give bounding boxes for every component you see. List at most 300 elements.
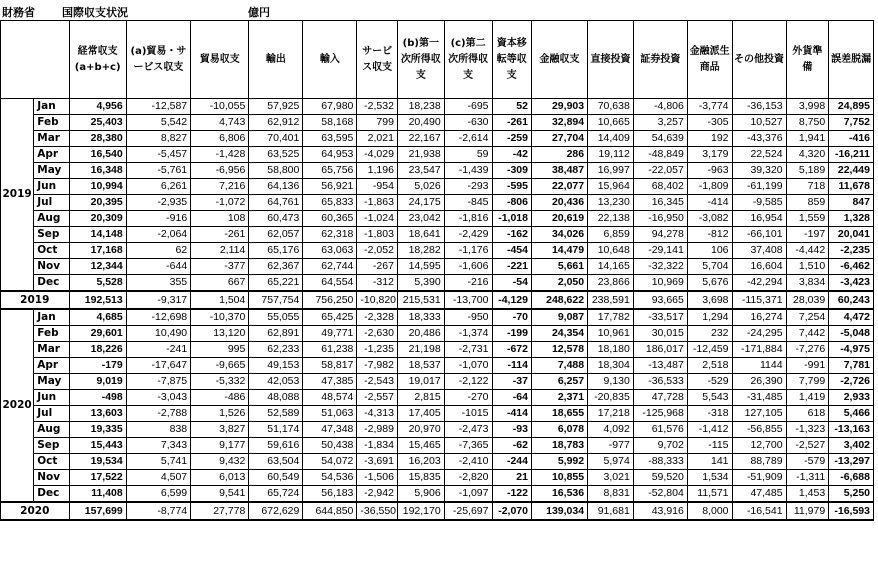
table-cell: 14,165 — [588, 259, 634, 275]
table-cell: -579 — [786, 454, 829, 470]
table-cell: -162 — [492, 227, 531, 243]
total-cell: -8,774 — [126, 502, 190, 520]
table-cell: -1,606 — [444, 259, 492, 275]
table-cell: 65,756 — [303, 163, 357, 179]
table-cell: -812 — [687, 227, 732, 243]
table-cell: 63,063 — [303, 243, 357, 259]
table-cell: -1,428 — [191, 147, 249, 163]
table-cell: 62,744 — [303, 259, 357, 275]
total-year-label: 2019 — [1, 291, 70, 309]
table-row — [1, 422, 874, 438]
table-row — [1, 211, 874, 227]
table-cell: -261 — [191, 227, 249, 243]
table-cell: -1,311 — [786, 470, 829, 486]
table-cell: 49,771 — [303, 326, 357, 342]
table-cell: 65,176 — [249, 243, 303, 259]
table-row — [1, 309, 874, 326]
table-cell: 48,088 — [249, 390, 303, 406]
table-cell: 9,177 — [191, 438, 249, 454]
table-cell: -4,806 — [633, 99, 687, 115]
table-cell: -1,323 — [786, 422, 829, 438]
table-cell: -806 — [492, 195, 531, 211]
ministry-label: 財務省 — [2, 6, 35, 19]
table-cell: 6,599 — [126, 486, 190, 503]
table-cell: 718 — [786, 179, 829, 195]
table-cell: 15,964 — [588, 179, 634, 195]
table-cell: 14,595 — [397, 259, 444, 275]
table-cell: -179 — [69, 358, 126, 374]
table-cell: 3,402 — [829, 438, 874, 454]
table-cell: 52 — [492, 99, 531, 115]
table-cell: 1,453 — [786, 486, 829, 503]
table-cell: -5,048 — [829, 326, 874, 342]
table-cell: -7,365 — [444, 438, 492, 454]
table-cell: 16,604 — [732, 259, 786, 275]
table-cell: 22,138 — [588, 211, 634, 227]
table-cell: 22,449 — [829, 163, 874, 179]
table-cell: -1,374 — [444, 326, 492, 342]
table-cell: 5,906 — [397, 486, 444, 503]
table-cell: -630 — [444, 115, 492, 131]
table-cell: -36,533 — [633, 374, 687, 390]
table-cell: 9,130 — [588, 374, 634, 390]
table-cell: 16,954 — [732, 211, 786, 227]
table-cell: 57,925 — [249, 99, 303, 115]
table-cell: -2,052 — [357, 243, 398, 259]
sheet-title-bar — [0, 0, 878, 20]
month-label: Sep — [34, 438, 69, 454]
table-cell: -171,884 — [732, 342, 786, 358]
table-cell: 42,053 — [249, 374, 303, 390]
column-header: 金融派生商品 — [687, 21, 732, 99]
table-cell: -644 — [126, 259, 190, 275]
table-cell: 54,072 — [303, 454, 357, 470]
table-cell: -1,070 — [444, 358, 492, 374]
table-cell: 23,547 — [397, 163, 444, 179]
table-cell: 47,385 — [303, 374, 357, 390]
table-cell: 18,304 — [588, 358, 634, 374]
table-cell: -259 — [492, 131, 531, 147]
table-row — [1, 227, 874, 243]
month-label: Nov — [34, 470, 69, 486]
table-cell: 60,365 — [303, 211, 357, 227]
table-cell: 52,589 — [249, 406, 303, 422]
table-cell: 14,148 — [69, 227, 126, 243]
table-cell: 20,486 — [397, 326, 444, 342]
table-cell: -1015 — [444, 406, 492, 422]
table-cell: -20,835 — [588, 390, 634, 406]
table-cell: -61,199 — [732, 179, 786, 195]
table-cell: 56,183 — [303, 486, 357, 503]
table-cell: 20,041 — [829, 227, 874, 243]
table-cell: -7,982 — [357, 358, 398, 374]
table-cell: -1,863 — [357, 195, 398, 211]
table-row — [1, 470, 874, 486]
table-cell: 4,685 — [69, 309, 126, 326]
table-cell: 62,912 — [249, 115, 303, 131]
table-cell: -125,968 — [633, 406, 687, 422]
table-cell: 38,487 — [531, 163, 587, 179]
total-cell: 43,916 — [633, 502, 687, 520]
table-cell: -62 — [492, 438, 531, 454]
table-cell: 1,941 — [786, 131, 829, 147]
month-label: Oct — [34, 243, 69, 259]
table-cell: -52,804 — [633, 486, 687, 503]
table-cell: 18,783 — [531, 438, 587, 454]
year-label: 2020 — [1, 309, 34, 502]
table-cell: -1,097 — [444, 486, 492, 503]
table-cell: -2,557 — [357, 390, 398, 406]
table-row — [1, 131, 874, 147]
sheet-title: 国際収支状況 — [62, 6, 128, 19]
table-cell: 799 — [357, 115, 398, 131]
table-cell: 29,903 — [531, 99, 587, 115]
table-cell: 3,998 — [786, 99, 829, 115]
month-label: Mar — [34, 131, 69, 147]
table-cell: 6,859 — [588, 227, 634, 243]
table-cell: -48,849 — [633, 147, 687, 163]
table-cell: 61,238 — [303, 342, 357, 358]
total-cell: 672,629 — [249, 502, 303, 520]
table-cell: -42 — [492, 147, 531, 163]
table-cell: 20,395 — [69, 195, 126, 211]
table-cell: -13,487 — [633, 358, 687, 374]
month-label: Dec — [34, 275, 69, 292]
table-cell: -3,043 — [126, 390, 190, 406]
total-cell: 248,622 — [531, 291, 587, 309]
table-cell: -93 — [492, 422, 531, 438]
month-label: Oct — [34, 454, 69, 470]
table-cell: 18,282 — [397, 243, 444, 259]
table-cell: 64,136 — [249, 179, 303, 195]
table-cell: -51,909 — [732, 470, 786, 486]
annual-total-row — [1, 291, 874, 309]
table-cell: 6,261 — [126, 179, 190, 195]
table-cell: 3,834 — [786, 275, 829, 292]
table-cell: 13,120 — [191, 326, 249, 342]
table-cell: 62,891 — [249, 326, 303, 342]
table-cell: 4,320 — [786, 147, 829, 163]
table-row — [1, 195, 874, 211]
table-cell: -305 — [687, 115, 732, 131]
table-cell: 4,956 — [69, 99, 126, 115]
total-cell: 157,699 — [69, 502, 126, 520]
total-cell: 192,170 — [397, 502, 444, 520]
table-cell: -33,517 — [633, 309, 687, 326]
total-cell: 93,665 — [633, 291, 687, 309]
header-row — [1, 21, 874, 99]
table-cell: 88,789 — [732, 454, 786, 470]
table-cell: -2,410 — [444, 454, 492, 470]
table-cell: 7,254 — [786, 309, 829, 326]
table-cell: 60,549 — [249, 470, 303, 486]
table-cell: 65,221 — [249, 275, 303, 292]
table-cell: -54 — [492, 275, 531, 292]
table-cell: -66,101 — [732, 227, 786, 243]
table-cell: -24,295 — [732, 326, 786, 342]
table-cell: 47,348 — [303, 422, 357, 438]
table-cell: -42,294 — [732, 275, 786, 292]
total-cell: -10,820 — [357, 291, 398, 309]
table-cell: 17,405 — [397, 406, 444, 422]
table-cell: 12,578 — [531, 342, 587, 358]
table-cell: 4,472 — [829, 309, 874, 326]
table-cell: 22,524 — [732, 147, 786, 163]
table-cell: 1144 — [732, 358, 786, 374]
table-cell: 18,537 — [397, 358, 444, 374]
column-header: 直接投資 — [588, 21, 634, 99]
table-cell: 17,218 — [588, 406, 634, 422]
column-header: 輸出 — [249, 21, 303, 99]
table-row — [1, 179, 874, 195]
table-cell: 16,348 — [69, 163, 126, 179]
table-cell: 7,442 — [786, 326, 829, 342]
table-row — [1, 342, 874, 358]
table-cell: 18,641 — [397, 227, 444, 243]
table-cell: 14,479 — [531, 243, 587, 259]
table-cell: 5,741 — [126, 454, 190, 470]
year-label: 2019 — [1, 99, 34, 292]
table-cell: 106 — [687, 243, 732, 259]
table-cell: 6,078 — [531, 422, 587, 438]
table-cell: 8,831 — [588, 486, 634, 503]
table-cell: 5,466 — [829, 406, 874, 422]
table-cell: -31,485 — [732, 390, 786, 406]
table-cell: 19,534 — [69, 454, 126, 470]
column-header: 外貨準備 — [786, 21, 829, 99]
table-cell: 68,402 — [633, 179, 687, 195]
table-cell: 24,175 — [397, 195, 444, 211]
total-year-label: 2020 — [1, 502, 70, 520]
table-cell: 9,541 — [191, 486, 249, 503]
table-cell: -2,942 — [357, 486, 398, 503]
table-cell: 22,077 — [531, 179, 587, 195]
table-cell: -12,459 — [687, 342, 732, 358]
table-cell: 14,409 — [588, 131, 634, 147]
table-cell: 192 — [687, 131, 732, 147]
table-cell: 995 — [191, 342, 249, 358]
table-cell: 7,781 — [829, 358, 874, 374]
table-cell: 12,700 — [732, 438, 786, 454]
table-cell: -4,313 — [357, 406, 398, 422]
table-cell: 65,833 — [303, 195, 357, 211]
table-cell: 70,401 — [249, 131, 303, 147]
table-cell: -3,691 — [357, 454, 398, 470]
table-cell: -414 — [492, 406, 531, 422]
table-cell: 19,017 — [397, 374, 444, 390]
column-header: (a)貿易・サービス収支 — [126, 21, 190, 99]
table-cell: -267 — [357, 259, 398, 275]
table-cell: -2,630 — [357, 326, 398, 342]
table-cell: -1,024 — [357, 211, 398, 227]
table-cell: -414 — [687, 195, 732, 211]
total-cell: -4,129 — [492, 291, 531, 309]
table-cell: 62,318 — [303, 227, 357, 243]
table-cell: -4,442 — [786, 243, 829, 259]
table-cell: -114 — [492, 358, 531, 374]
column-header: (b)第一次所得収支 — [397, 21, 444, 99]
table-cell: 1,328 — [829, 211, 874, 227]
table-cell: 18,655 — [531, 406, 587, 422]
table-cell: 47,728 — [633, 390, 687, 406]
table-cell: 10,527 — [732, 115, 786, 131]
table-cell: 32,894 — [531, 115, 587, 131]
month-label: Jul — [34, 406, 69, 422]
total-cell: -16,541 — [732, 502, 786, 520]
table-cell: 55,055 — [249, 309, 303, 326]
table-row — [1, 99, 874, 115]
table-cell: 17,168 — [69, 243, 126, 259]
table-cell: 667 — [191, 275, 249, 292]
table-cell: 28,380 — [69, 131, 126, 147]
table-cell: -977 — [588, 438, 634, 454]
table-cell: 51,063 — [303, 406, 357, 422]
table-cell: -2,788 — [126, 406, 190, 422]
table-cell: 847 — [829, 195, 874, 211]
total-cell: 60,243 — [829, 291, 874, 309]
table-cell: 16,274 — [732, 309, 786, 326]
total-cell: 27,778 — [191, 502, 249, 520]
total-cell: -16,593 — [829, 502, 874, 520]
table-cell: -22,057 — [633, 163, 687, 179]
table-cell: 56,921 — [303, 179, 357, 195]
table-cell: 10,490 — [126, 326, 190, 342]
total-cell: 192,513 — [69, 291, 126, 309]
table-cell: -1,235 — [357, 342, 398, 358]
unit-label: 億円 — [248, 6, 270, 19]
table-cell: -2,935 — [126, 195, 190, 211]
table-cell: -529 — [687, 374, 732, 390]
table-cell: 62,057 — [249, 227, 303, 243]
month-label: Apr — [34, 358, 69, 374]
table-row — [1, 326, 874, 342]
table-cell: 1,294 — [687, 309, 732, 326]
table-cell: -9,665 — [191, 358, 249, 374]
total-cell: 139,034 — [531, 502, 587, 520]
table-cell: -5,457 — [126, 147, 190, 163]
table-cell: 54,639 — [633, 131, 687, 147]
total-cell: -115,371 — [732, 291, 786, 309]
table-cell: 22,167 — [397, 131, 444, 147]
column-header: 誤差脱漏 — [829, 21, 874, 99]
table-cell: 94,278 — [633, 227, 687, 243]
table-cell: -199 — [492, 326, 531, 342]
table-cell: -2,989 — [357, 422, 398, 438]
table-row — [1, 163, 874, 179]
table-cell: 62 — [126, 243, 190, 259]
table-cell: -261 — [492, 115, 531, 131]
table-cell: 3,257 — [633, 115, 687, 131]
table-cell: 2,518 — [687, 358, 732, 374]
table-cell: 7,343 — [126, 438, 190, 454]
total-cell: -13,700 — [444, 291, 492, 309]
table-cell: 1,419 — [786, 390, 829, 406]
month-label: Apr — [34, 147, 69, 163]
table-cell: 3,021 — [588, 470, 634, 486]
table-cell: 5,676 — [687, 275, 732, 292]
table-row — [1, 486, 874, 503]
table-cell: -221 — [492, 259, 531, 275]
table-cell: -1,439 — [444, 163, 492, 179]
table-row — [1, 147, 874, 163]
month-label: Jun — [34, 390, 69, 406]
table-cell: 4,092 — [588, 422, 634, 438]
table-cell: -3,082 — [687, 211, 732, 227]
table-cell: 5,189 — [786, 163, 829, 179]
table-cell: 51,174 — [249, 422, 303, 438]
table-cell: -216 — [444, 275, 492, 292]
table-cell: 108 — [191, 211, 249, 227]
total-cell: 215,531 — [397, 291, 444, 309]
table-cell: 64,554 — [303, 275, 357, 292]
month-label: Feb — [34, 115, 69, 131]
table-cell: 20,619 — [531, 211, 587, 227]
table-cell: -2,527 — [786, 438, 829, 454]
table-cell: 2,371 — [531, 390, 587, 406]
table-cell: 127,105 — [732, 406, 786, 422]
table-cell: 18,180 — [588, 342, 634, 358]
table-cell: -36,153 — [732, 99, 786, 115]
table-cell: 18,238 — [397, 99, 444, 115]
table-cell: -416 — [829, 131, 874, 147]
table-cell: 5,704 — [687, 259, 732, 275]
table-cell: 7,799 — [786, 374, 829, 390]
table-cell: -244 — [492, 454, 531, 470]
table-cell: 39,320 — [732, 163, 786, 179]
column-header: (c)第二次所得収支 — [444, 21, 492, 99]
table-cell: 17,522 — [69, 470, 126, 486]
table-cell: 23,866 — [588, 275, 634, 292]
table-cell: -37 — [492, 374, 531, 390]
table-row — [1, 374, 874, 390]
table-cell: 5,542 — [126, 115, 190, 131]
table-cell: 9,702 — [633, 438, 687, 454]
table-cell: -377 — [191, 259, 249, 275]
month-label: Nov — [34, 259, 69, 275]
table-cell: -3,423 — [829, 275, 874, 292]
month-label: Mar — [34, 342, 69, 358]
table-cell: 8,750 — [786, 115, 829, 131]
table-cell: -70 — [492, 309, 531, 326]
month-label: Jun — [34, 179, 69, 195]
table-cell: -2,731 — [444, 342, 492, 358]
table-cell: -1,809 — [687, 179, 732, 195]
table-cell: 20,970 — [397, 422, 444, 438]
total-cell: 756,250 — [303, 291, 357, 309]
table-cell: -312 — [357, 275, 398, 292]
table-cell: -5,332 — [191, 374, 249, 390]
table-cell: 16,536 — [531, 486, 587, 503]
table-cell: 25,403 — [69, 115, 126, 131]
table-cell: 65,425 — [303, 309, 357, 326]
table-cell: 4,507 — [126, 470, 190, 486]
table-cell: 20,490 — [397, 115, 444, 131]
table-cell: -991 — [786, 358, 829, 374]
table-cell: 286 — [531, 147, 587, 163]
table-cell: -1,834 — [357, 438, 398, 454]
table-cell: -1,412 — [687, 422, 732, 438]
table-cell: 5,026 — [397, 179, 444, 195]
table-cell: 15,465 — [397, 438, 444, 454]
table-cell: 232 — [687, 326, 732, 342]
table-cell: 62,233 — [249, 342, 303, 358]
table-cell: 21,198 — [397, 342, 444, 358]
table-cell: -1,176 — [444, 243, 492, 259]
table-cell: -2,543 — [357, 374, 398, 390]
table-cell: 859 — [786, 195, 829, 211]
table-cell: 10,969 — [633, 275, 687, 292]
table-cell: 3,179 — [687, 147, 732, 163]
